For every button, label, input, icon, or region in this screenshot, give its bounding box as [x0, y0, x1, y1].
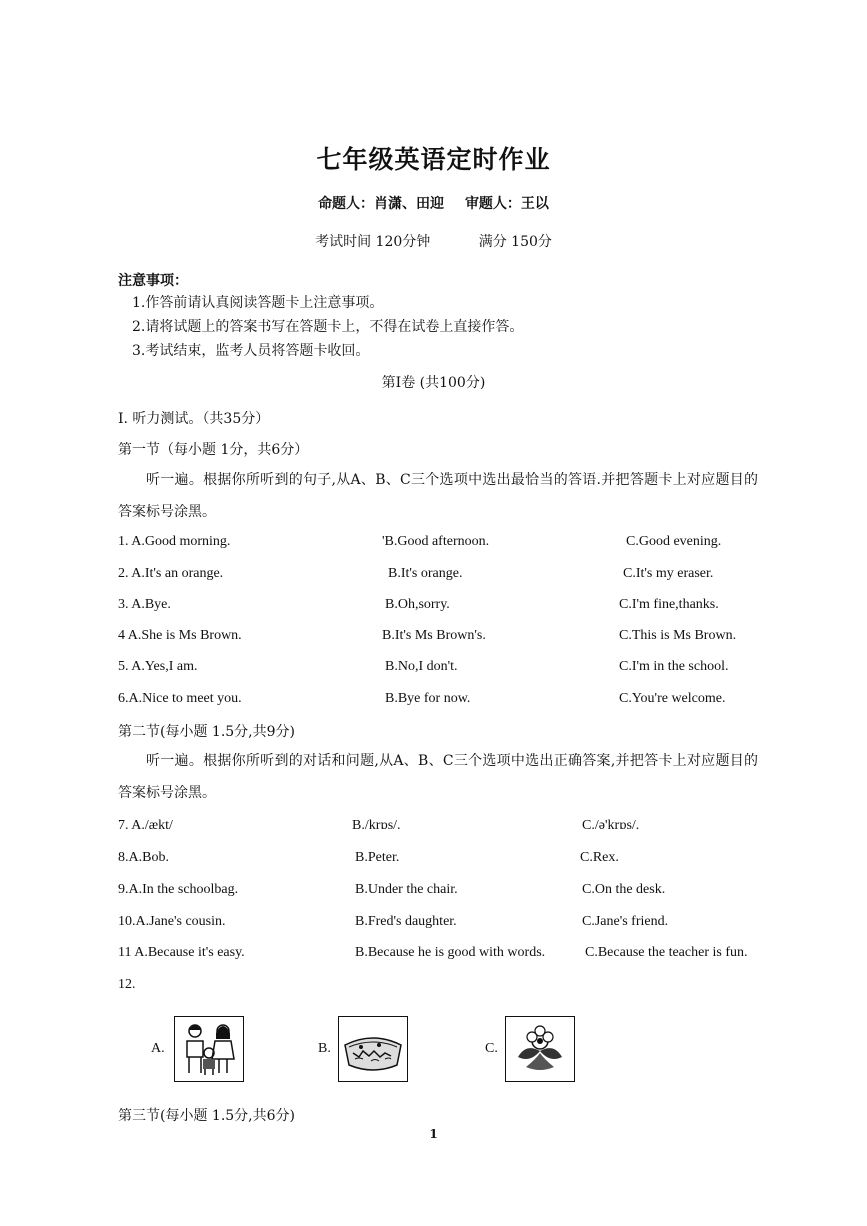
full-score: 满分 150分 [478, 234, 552, 250]
question-option-a: 8.A.Bob. [118, 850, 169, 865]
family-illustration [175, 1017, 243, 1081]
cake-picture [338, 1016, 408, 1082]
section-title: 第一节（每小题 1分，共6分） [118, 442, 309, 458]
picture-option-label: A. [151, 1041, 165, 1056]
question-option-c: C.It's my eraser. [623, 566, 714, 581]
note-item: 3.考试结束，监考人员将答题卡收回。 [132, 343, 370, 359]
setter: 命题人：肖潇、田迎 [318, 196, 445, 212]
notes-heading: 注意事项： [118, 273, 188, 289]
volume-heading: 第Ⅰ卷 (共100分) [381, 375, 486, 391]
question-option-b: 'B.Good afternoon. [382, 534, 490, 549]
question-option-b: B.No,I don't. [385, 659, 458, 674]
question-option-a: 7. A./ækt/ [118, 818, 173, 833]
note-item: 2.请将试题上的答案书写在答题卡上，不得在试卷上直接作答。 [132, 319, 524, 335]
question-option-a: 10.A.Jane's cousin. [118, 914, 226, 929]
picture-option-label: C. [485, 1041, 498, 1056]
question-option-a: 2. A.It's an orange. [118, 566, 224, 581]
question-option-c: C.Jane's friend. [582, 914, 669, 929]
exam-time: 考试时间 120分钟 [315, 234, 431, 250]
page-number: 1 [429, 1127, 438, 1141]
exam-info [0, 231, 867, 251]
flower-picture [505, 1016, 575, 1082]
question-option-a: 11 A.Because it's easy. [118, 945, 245, 960]
question-option-b: B./krɒs/. [352, 818, 401, 833]
question-option-a: 4 A.She is Ms Brown. [118, 628, 242, 643]
reviewer: 审题人：王以 [464, 196, 549, 212]
question-option-c: C.This is Ms Brown. [619, 628, 737, 643]
question-option-b: B.Because he is good with words. [355, 945, 546, 960]
question-number: 12. [118, 977, 136, 992]
question-option-b: B.Bye for now. [385, 691, 471, 706]
question-option-b: B.Under the chair. [355, 882, 458, 897]
question-option-a: 5. A.Yes,I am. [118, 659, 198, 674]
page-title: 七年级英语定时作业 [316, 145, 551, 174]
question-option-a: 3. A.Bye. [118, 597, 171, 612]
question-option-c: C./ə'krɒs/. [582, 818, 640, 833]
question-option-a: 6.A.Nice to meet you. [118, 691, 242, 706]
picture-option-label: B. [318, 1041, 331, 1056]
question-option-b: B.Peter. [355, 850, 400, 865]
question-option-c: C.Rex. [580, 850, 619, 865]
question-option-c: C.On the desk. [582, 882, 666, 897]
question-option-c: C.Good evening. [626, 534, 722, 549]
section-instruction: 听一遍。根据你所听到的句子,从A、B、C三个选项中选出最恰当的答语.并把答题卡上对应题目的答案标号涂黑。 [118, 472, 758, 520]
question-option-c: C.I'm fine,thanks. [619, 597, 719, 612]
question-option-b: B.Fred's daughter. [355, 914, 457, 929]
author-line [0, 193, 867, 213]
question-option-b: B.Oh,sorry. [385, 597, 450, 612]
question-option-c: C.Because the teacher is fun. [585, 945, 748, 960]
question-option-c: C.I'm in the school. [619, 659, 729, 674]
cake-illustration [339, 1017, 407, 1081]
question-option-b: B.It's Ms Brown's. [382, 628, 486, 643]
section-title: 第二节(每小题 1.5分,共9分) [118, 724, 295, 740]
part-title: Ⅰ. 听力测试。（共35分） [118, 411, 270, 427]
section-title: 第三节(每小题 1.5分,共6分) [118, 1108, 295, 1124]
note-item: 1.作答前请认真阅读答题卡上注意事项。 [132, 295, 384, 311]
family-picture [174, 1016, 244, 1082]
question-option-a: 9.A.In the schoolbag. [118, 882, 239, 897]
question-option-a: 1. A.Good morning. [118, 534, 231, 549]
question-option-c: C.You're welcome. [619, 691, 726, 706]
flower-illustration [506, 1017, 574, 1081]
section-instruction: 听一遍。根据你所听到的对话和问题,从A、B、C三个选项中选出正确答案,并把答卡上对应题目的答案标号涂黑。 [118, 753, 758, 801]
question-option-b: B.It's orange. [388, 566, 463, 581]
